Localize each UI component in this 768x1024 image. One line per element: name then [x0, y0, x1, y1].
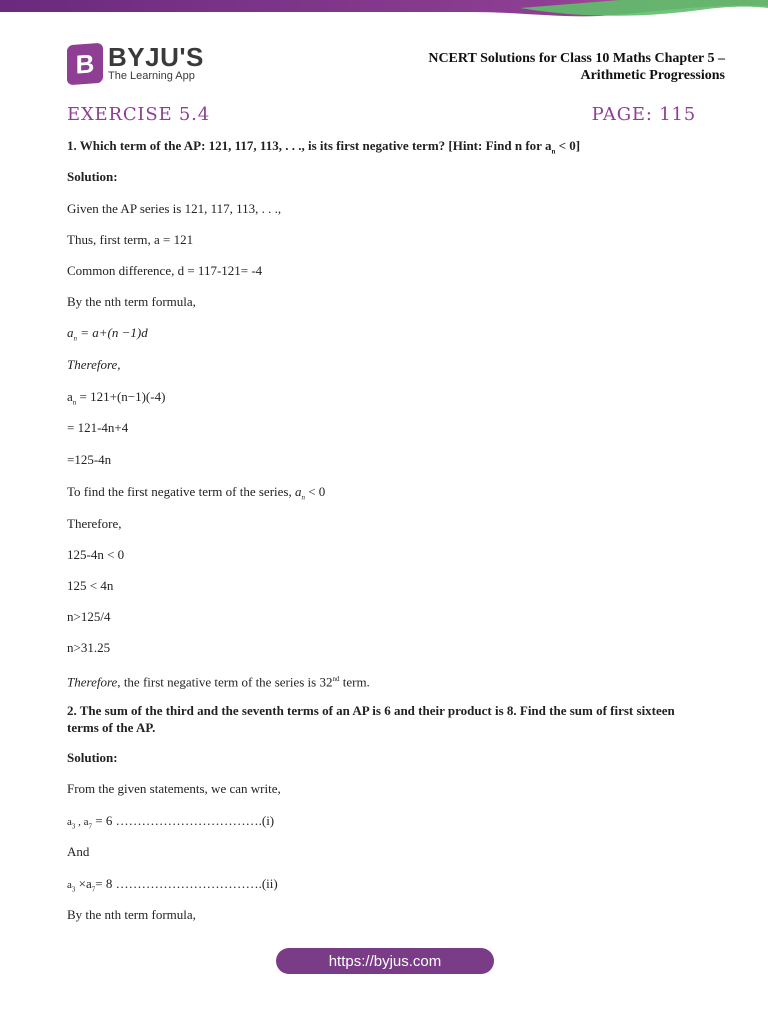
question-1: 1. Which term of the AP: 121, 117, 113, . . ., is its first negative term? [Hint: Find n for $a_n < 0$] [67, 138, 581, 156]
solution-line: n>31.25 [67, 640, 111, 655]
solution-line: Therefore, [67, 357, 121, 372]
solution-line: Thus, first term, a = 121 [67, 232, 194, 247]
solution-line: By the nth term formula, [67, 294, 196, 309]
solution-line: Given the AP series is 121, 117, 113, . . ., [67, 201, 282, 216]
document-title [428, 50, 725, 84]
equation-ii: $a_3 \times a_7= 8$ …………………………….(ii) [67, 876, 278, 894]
logo-name: BYJU'S [108, 42, 204, 72]
byjus-logo[interactable] [67, 44, 204, 84]
solution-label-1: Solution: [67, 169, 118, 184]
nth-term-formula: $a_n = a+(n -1)d$ [67, 325, 148, 343]
solution-line: Therefore, [67, 516, 122, 531]
page-number-heading: PAGE: 115 [591, 104, 696, 125]
solution-line: To find the first negative term of the series, $a_n < 0$ [67, 484, 326, 502]
solution-line: n>125/4 [67, 609, 111, 624]
document-title-line1: NCERT Solutions for Class 10 Maths Chapter 5 – [428, 51, 725, 66]
top-decorative-band [0, 0, 768, 22]
solution-line: 125 < 4n [67, 578, 114, 593]
logo-mark: B [67, 43, 103, 86]
solution-line: Common difference, d = 117-121= -4 [67, 263, 263, 278]
solution-line: $a_n = 121+(n-1)(-4)$ [67, 389, 166, 407]
solution-line: = 121-4n+4 [67, 420, 129, 435]
solution-line: From the given statements, we can write, [67, 781, 281, 796]
solution-line: And [67, 844, 90, 859]
solution-line: 125-4n < 0 [67, 547, 125, 562]
document-title-line2: Arithmetic Progressions [580, 68, 725, 83]
solution-line: =125-4n [67, 452, 112, 467]
exercise-heading: EXERCISE 5.4 [67, 104, 210, 125]
footer-url-link[interactable]: https://byjus.com [276, 948, 494, 974]
logo-tagline: The Learning App [108, 70, 195, 82]
solution-label-2: Solution: [67, 750, 118, 765]
equation-i: $a_3$ , $a_7 = 6$ …………………………….(i) [67, 813, 275, 831]
solution-line: By the nth term formula, [67, 907, 196, 922]
question-2: 2. The sum of the third and the seventh terms of an AP is 6 and their product is 8. Find the sum of first sixteen terms of the AP. [67, 703, 675, 735]
solution-conclusion: Therefore, the first negative term of the series is 32nd term. [67, 674, 370, 690]
